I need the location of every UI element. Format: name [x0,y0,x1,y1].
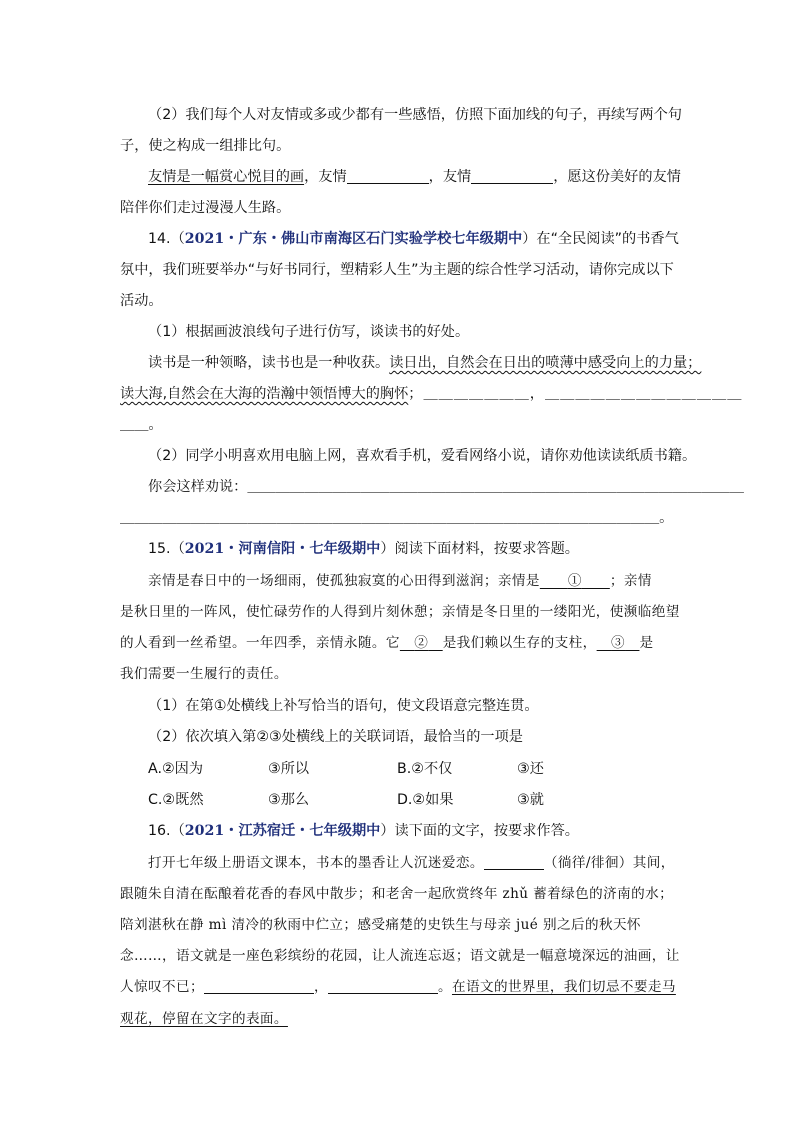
q15-question-2: （2）依次填入第②③处横线上的关联词语，最恰当的一项是 [148,729,523,745]
q16-passage-line2: 跟随朱自清在酝酿着花香的春风中散步；和老舍一起欣赏终年 zhǔ 蓄着绿色的济南的水； [120,886,674,902]
q14-part2: （2）同学小明喜欢用电脑上网，喜欢看手机，爱看网络小说，请你劝他读读纸质书籍。 [148,448,697,464]
q13-part2-prompt-line1: （2）我们每个人对友情或多或少都有一些感悟，仿照下面加线的句子，再续写两个句 [148,107,682,123]
answer-blank[interactable]: ；＿＿＿＿＿＿＿，＿＿＿＿＿＿＿＿＿＿＿＿＿ [408,386,743,402]
q14-example-line1: 读书是一种领略，读书也是一种收获。读日出，自然会在日出的喷薄中感受向上的力量； [148,355,702,371]
option-c[interactable]: C.②既然 [148,792,204,808]
q16-passage-line1: 打开七年级上册语文课本，书本的墨香让人沉迷爱恋。 （徜徉/徘徊）其间， [148,855,675,871]
answer-blank[interactable] [347,169,429,184]
underlined-sentence: 友情是一幅赏心悦目的画 [148,169,305,185]
answer-blank[interactable] [328,979,438,994]
q15-question-1: （1）在第①处横线上补写恰当的语句，使文段语意完整连贯。 [148,698,539,714]
blank-2[interactable]: ② [414,635,429,651]
blank-1[interactable]: ① [567,573,582,589]
option-d-part2: ③就 [517,792,544,808]
blank-3[interactable]: ③ [611,635,626,651]
option-c-part2: ③那么 [268,792,310,808]
underlined-sentence: 在语文的世界里，我们切忌不要走马 [451,979,676,995]
question-source: 2021・江苏宿迁・七年级期中 [184,823,381,839]
q13-part2-example-line2: 陪伴你们走过漫漫人生路。 [120,200,291,216]
q15-passage-line4: 我们需要一生履行的责任。 [120,666,288,682]
q14-part1: （1）根据画波浪线句子进行仿写，谈读书的好处。 [148,324,470,340]
q14-heading: 14.（2021・广东・佛山市南海区石门实验学校七年级期中）在“全民阅读”的书香气 [148,231,679,247]
option-d[interactable]: D.②如果 [397,792,454,808]
question-source: 2021・广东・佛山市南海区石门实验学校七年级期中 [184,231,523,247]
q15-passage-line2: 是秋日里的一阵风，使忙碌劳作的人得到片刻休憩；亲情是冬日里的一缕阳光，使濒临绝望 [120,604,680,620]
q14-persuade-line[interactable]: 你会这样劝说：＿＿＿＿＿＿＿＿＿＿＿＿＿＿＿＿＿＿＿＿＿＿＿＿＿＿＿＿＿＿＿＿＿＿＿ [148,479,744,495]
q16-passage-line3: 陪刘湛秋在静 mì 清冷的秋雨中伫立；感受痛楚的史铁生与母亲 jué 别之后的秋天怀 [120,917,641,933]
wavy-underlined-sentence: 读日出，自然会在日出的喷薄中感受向上的力量； [389,355,702,371]
q16-passage-line4: 念……，语文就是一座色彩缤纷的花园，让人流连忘返；语文就是一幅意境深远的油画，让 [120,948,680,964]
option-b-part2: ③还 [517,761,544,777]
q15-passage-line1: 亲情是春日中的一场细雨，使孤独寂寞的心田得到滋润；亲情是 ① ；亲情 [148,573,652,589]
q14-text-line2: 氛中，我们班要举办“与好书同行，塑精彩人生”为主题的综合性学习活动，请你完成以下 [120,262,674,278]
option-a-part2: ③所以 [268,761,310,777]
q16-passage-line5: 人惊叹不已； ， 。在语文的世界里，我们切忌不要走马 [120,979,676,995]
option-b[interactable]: B.②不仅 [397,761,453,777]
q15-heading: 15.（2021・河南信阳・七年级期中）阅读下面材料，按要求答题。 [148,541,579,557]
q16-passage-line6 [120,1009,288,1029]
option-a[interactable]: A.②因为 [148,761,204,777]
question-source: 2021・河南信阳・七年级期中 [184,541,381,557]
q13-part2-example-line: 友情是一幅赏心悦目的画，友情 ，友情 ，愿这份美好的友情 [148,169,681,185]
underlined-sentence: 观花，停留在文字的表面。 [120,1011,288,1027]
q15-passage-line3: 的人看到一丝希望。一年四季，亲情永随。它 ② 是我们赖以生存的支柱， ③ 是 [120,635,654,651]
answer-blank[interactable] [204,979,314,994]
answer-blank[interactable] [471,169,553,184]
q14-persuade-line2[interactable]: ＿＿＿＿＿＿＿＿＿＿＿＿＿＿＿＿＿＿＿＿＿＿＿＿＿＿＿＿＿＿＿＿＿＿＿＿＿＿。 [120,510,674,526]
q14-text-line3: 活动。 [120,293,163,309]
q13-part2-prompt-line2: 子，使之构成一组排比句。 [120,138,291,154]
q14-example-line3[interactable]: ＿＿。 [120,417,163,433]
answer-blank[interactable] [484,855,544,870]
q16-heading: 16.（2021・江苏宿迁・七年级期中）读下面的文字，按要求作答。 [148,823,579,839]
q14-example-line2: 读大海,自然会在大海的浩瀚中领悟博大的胸怀；＿＿＿＿＿＿＿，＿＿＿＿＿＿＿＿＿＿＿＿＿ [120,386,743,402]
